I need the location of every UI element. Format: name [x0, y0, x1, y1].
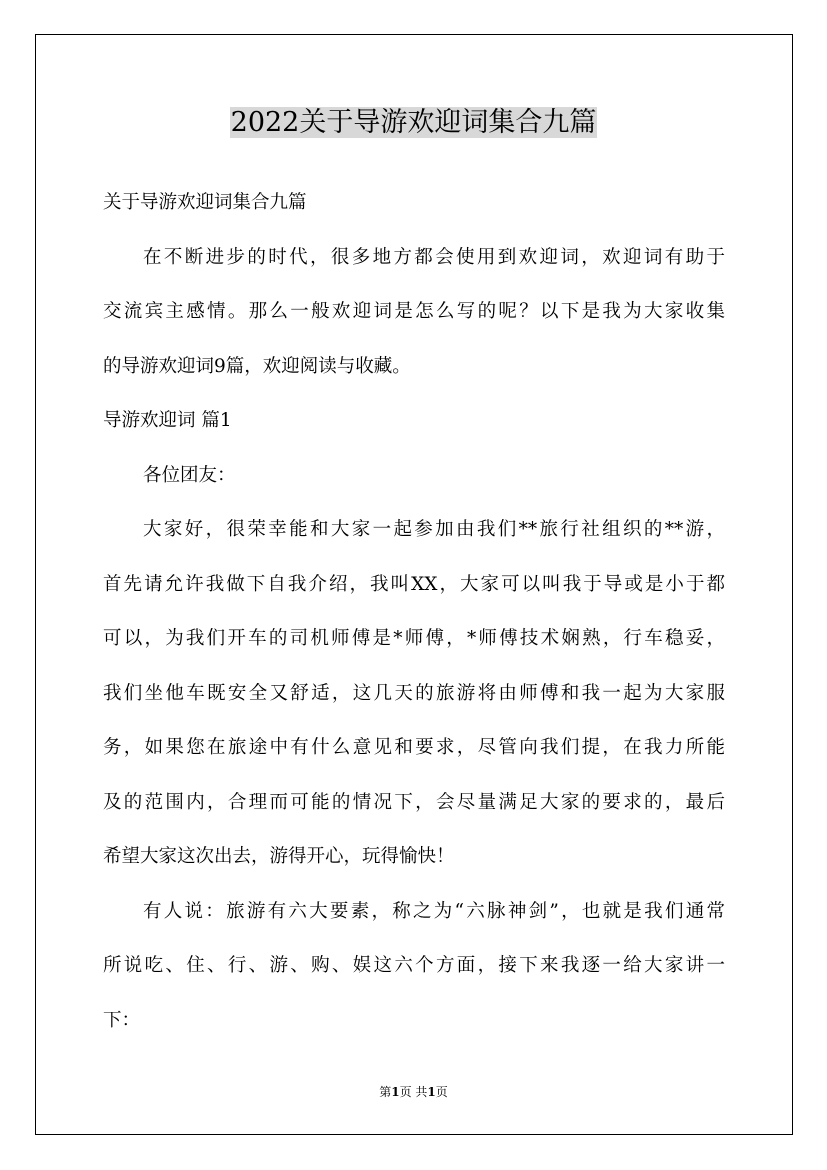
text-line: 交流宾主感情。那么一般欢迎词是怎么写的呢？以下是我为大家收集: [103, 301, 725, 322]
footer-page-total: 1: [427, 1085, 436, 1099]
text-line: 首先请允许我做下自我介绍，我叫XX，大家可以叫我于导或是小于都: [103, 573, 725, 595]
text-line: 关于导游欢迎词集合九篇: [103, 192, 307, 213]
text-line: 及的范围内，合理而可能的情况下，会尽量满足大家的要求的，最后: [103, 791, 725, 813]
text-line: 希望大家这次出去，游得开心，玩得愉快！: [103, 846, 455, 867]
text-line: 的导游欢迎词9篇，欢迎阅读与收藏。: [103, 355, 411, 377]
document-title-text: 2022关于导游欢迎词集合九篇: [230, 107, 597, 138]
page-footer: [0, 1083, 827, 1101]
footer-page-mid: 页 共: [399, 1085, 428, 1099]
text-line: 下：: [103, 1009, 141, 1031]
text-line: 大家好，很荣幸能和大家一起参加由我们**旅行社组织的**游，: [143, 519, 725, 540]
text-line: 务，如果您在旅途中有什么意见和要求，尽管向我们提，在我力所能: [103, 737, 725, 758]
text-line: 各位团友：: [143, 464, 236, 486]
text-line: 可以，为我们开车的司机师傅是*师傅，*师傅技术娴熟，行车稳妥，: [103, 628, 725, 649]
footer-page-current: 1: [391, 1085, 400, 1099]
text-line: 所说吃、住、行、游、购、娱这六个方面，接下来我逐一给大家讲一: [103, 955, 725, 976]
document-body: [103, 176, 725, 1048]
document-title: [0, 102, 827, 144]
text-line: 有人说：旅游有六大要素，称之为“六脉神剑”，也就是我们通常: [143, 900, 725, 922]
text-line: 我们坐他车既安全又舒适，这几天的旅游将由师傅和我一起为大家服: [103, 682, 725, 704]
text-line: 在不断进步的时代，很多地方都会使用到欢迎词，欢迎词有助于: [143, 246, 725, 268]
text-line: 导游欢迎词 篇1: [103, 410, 232, 431]
footer-page-suffix: 页: [435, 1085, 448, 1099]
footer-page-prefix: 第: [379, 1085, 392, 1099]
